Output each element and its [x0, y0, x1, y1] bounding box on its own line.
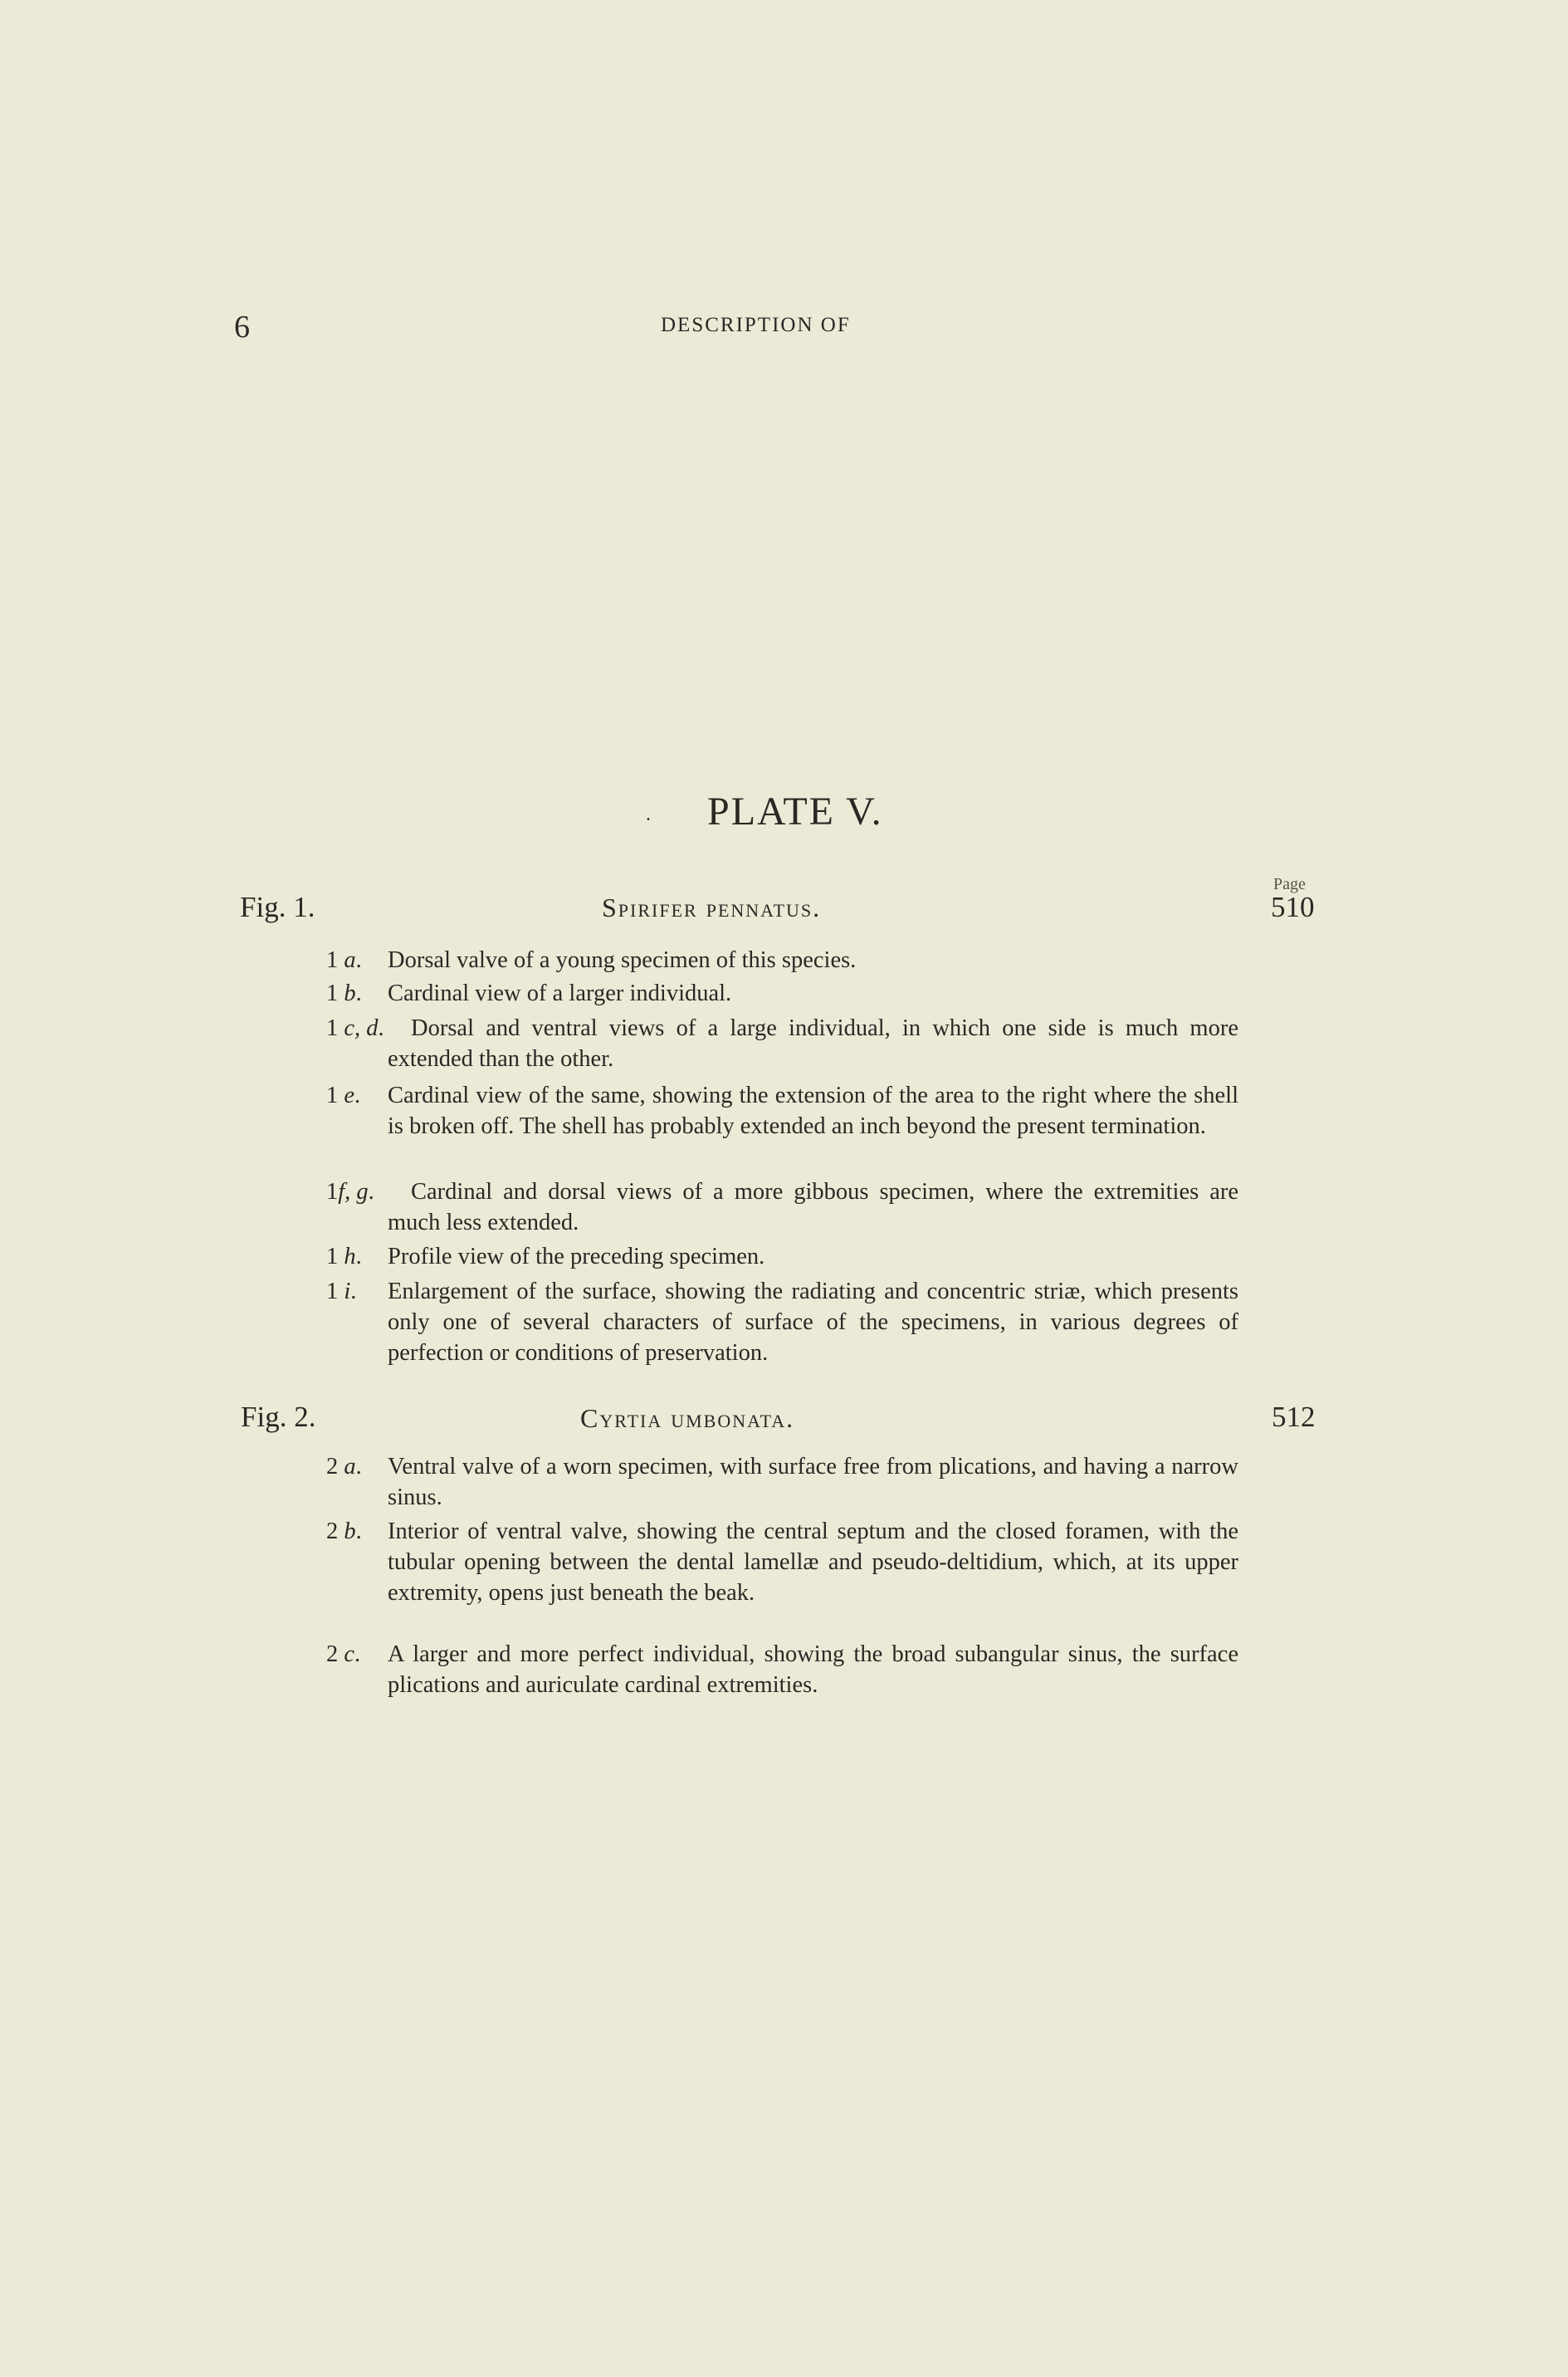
page: 6 DESCRIPTION OF . PLATE V. Page Fig. 1. Spirifer pennatus. 510 1 a. Dorsal valve of a young specimen of this species. 1 b. Cardinal view of a larger individual. 1 c, d. Dorsal and ventral views of a large individual, in which one side is much more extended than the other. 1 e. Cardinal view of the same, showing the extension of the area to the right where the shell is broken off. The shell has probably extended an inch beyond the present termination. 1f, g. Cardinal and dorsal views of a more gibbous specimen, where the extremities are much less extended. 1 h. Profile view of the preceding specimen. 1 i. Enlargement of the surface, showing the radiating and concentric striæ, which presents only one of several characters of surface of the specimens, in various degrees of perfection or conditions of preservation. Fig. 2. Cyrtia umbonata. 512 2 a. Ventral valve of a worn specimen, with surface free from plications, and having a narrow sinus. 2 b. Interior of ventral valve, showing the central septum and the closed foramen, with the tubular opening between the dental lamellæ and pseudo-deltidium, which, at its upper extremity, opens just beneath the beak. 2 c. A larger and more perfect individual, showing the broad subangular sinus, the surface plications and auriculate cardinal extremities. [234, 310, 1316, 1698]
page-column-label: Page [1273, 875, 1306, 893]
fig-1-page: 510 [1271, 891, 1315, 923]
fig-2-label: Fig. 2. [241, 1401, 316, 1433]
plate-mark: . [646, 804, 651, 825]
fig-2-species: Cyrtia umbonata. [580, 1403, 795, 1433]
plate-title: PLATE V. [707, 790, 883, 834]
running-page-number: 6 [234, 310, 250, 345]
fig-2-page: 512 [1272, 1401, 1316, 1433]
fig-1-species: Spirifer pennatus. [602, 893, 822, 922]
running-title: DESCRIPTION OF [661, 314, 851, 336]
fig-1-label: Fig. 1. [240, 891, 315, 923]
